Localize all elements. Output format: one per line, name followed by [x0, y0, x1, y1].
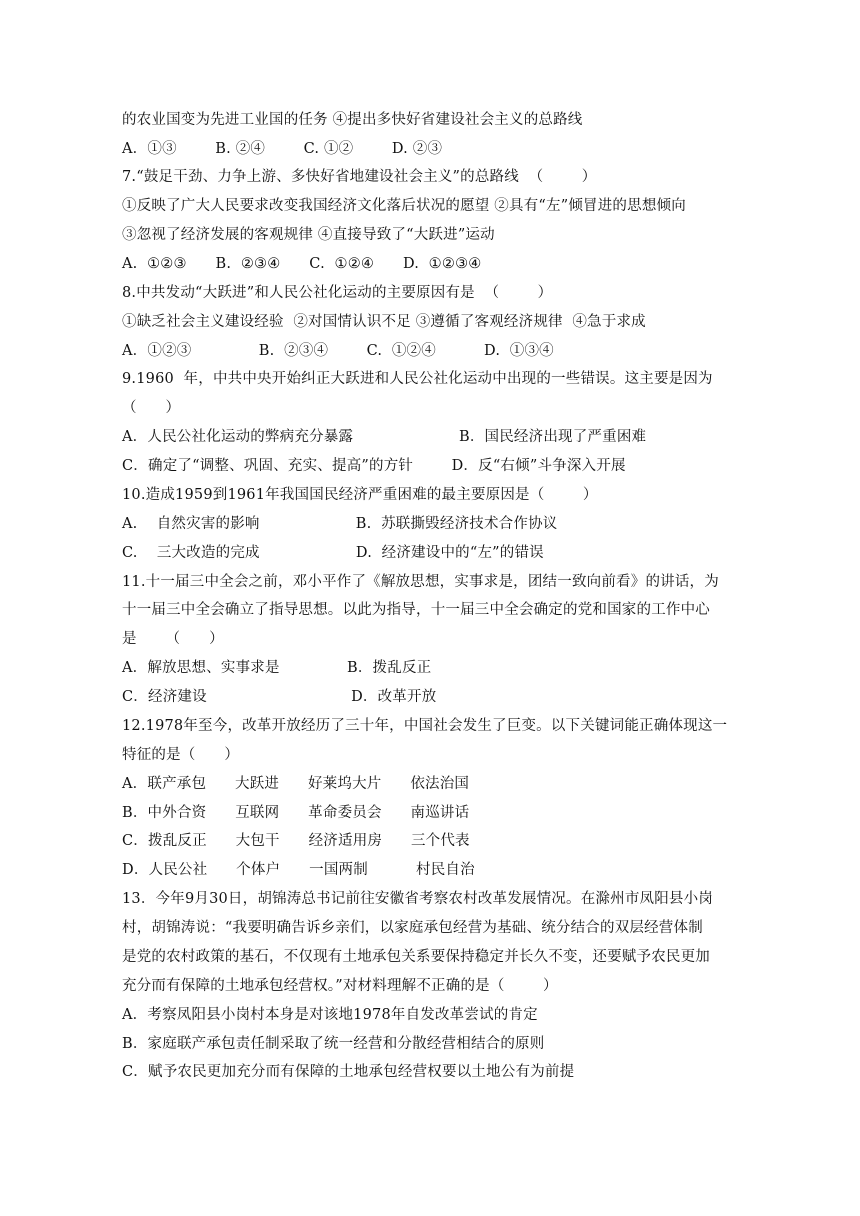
text-line: 9.1960 年，中共中央开始纠正大跃进和人民公社化运动中出现的一些错误。这主要是因为: [122, 371, 713, 387]
text-line: B．中外合资 互联网 革命委员会 南巡讲话: [122, 805, 470, 821]
text-line: A．考察凤阳县小岗村本身是对该地1978年自发改革尝试的肯定: [122, 1007, 538, 1023]
text-line: A．①②③ B. ②③④ C. ①②④ D. ①③④: [122, 343, 554, 359]
text-line: 十一届三中全会确立了指导思想。以此为指导，十一届三中全会确定的党和国家的工作中心: [122, 602, 710, 618]
text-line: 8.中共发动“大跃进”和人民公社化运动的主要原因有是 （ ）: [122, 285, 553, 301]
text-line: 是党的农村政策的基石，不仅现有土地承包关系要保持稳定并长久不变，还要赋予农民更加: [122, 949, 710, 965]
text-line: 13．今年9月30日，胡锦涛总书记前往安徽省考察农村改革发展情况。在滁州市凤阳县小岗: [122, 891, 714, 907]
text-line: C. 三大改造的完成 D. 经济建设中的“左”的错误: [122, 545, 544, 561]
text-line: C．确定了“调整、巩固、充实、提高”的方针 D．反“右倾”斗争深入开展: [122, 458, 626, 474]
text-line: 7.“鼓足干劲、力争上游、多快好省地建设社会主义”的总路线 （ ）: [122, 169, 597, 185]
text-line: 充分而有保障的土地承包经营权。”对材料理解不正确的是（ ）: [122, 978, 558, 994]
text-line: （ ）: [122, 400, 181, 416]
text-line: A. ①②③ B. ②③④ C. ①②④ D. ①②③④: [122, 256, 482, 272]
text-line: C．赋予农民更加充分而有保障的土地承包经营权要以土地公有为前提: [122, 1064, 575, 1080]
text-line: ①缺乏社会主义建设经验 ②对国情认识不足 ③遵循了客观经济规律 ④急于求成: [122, 314, 646, 330]
text-line: A．人民公社化运动的弊病充分暴露 B．国民经济出现了严重困难: [122, 429, 647, 445]
text-line: ①反映了广大人民要求改变我国经济文化落后状况的愿望 ②具有“左”倾冒进的思想倾向: [122, 198, 686, 214]
text-line: C．拨乱反正 大包干 经济适用房 三个代表: [122, 833, 470, 849]
text-line: 的农业国变为先进工业国的任务 ④提出多快好省建设社会主义的总路线: [122, 112, 583, 128]
text-line: A．①③ B. ②④ C. ①② D. ②③: [122, 141, 443, 157]
text-line: 是 （ ）: [122, 631, 224, 647]
text-line: 特征的是（ ）: [122, 747, 240, 763]
text-line: ③忽视了经济发展的客观规律 ④直接导致了“大跃进”运动: [122, 227, 495, 243]
text-line: D．人民公社 个体户 一国两制 村民自治: [122, 862, 475, 878]
text-line: 村，胡锦涛说：“我要明确告诉乡亲们，以家庭承包经营为基础、统分结合的双层经营体制: [122, 920, 703, 936]
text-line: A. 自然灾害的影响 B. 苏联撕毁经济技术合作协议: [122, 516, 558, 532]
text-line: A．联产承包 大跃进 好莱坞大片 依法治国: [122, 776, 470, 792]
text-line: 11.十一届三中全会之前，邓小平作了《解放思想，实事求是，团结一致向前看》的讲话，为: [122, 574, 719, 590]
text-line: B．家庭联产承包责任制采取了统一经营和分散经营相结合的原则: [122, 1036, 545, 1052]
text-line: 12.1978年至今，改革开放经历了三十年，中国社会发生了巨变。以下关键词能正确体现这一: [122, 718, 728, 734]
text-line: C．经济建设 D．改革开放: [122, 689, 437, 705]
text-line: 10.造成1959到1961年我国国民经济严重困难的最主要原因是（ ）: [122, 487, 598, 503]
text-line: A．解放思想、实事求是 B．拨乱反正: [122, 660, 432, 676]
